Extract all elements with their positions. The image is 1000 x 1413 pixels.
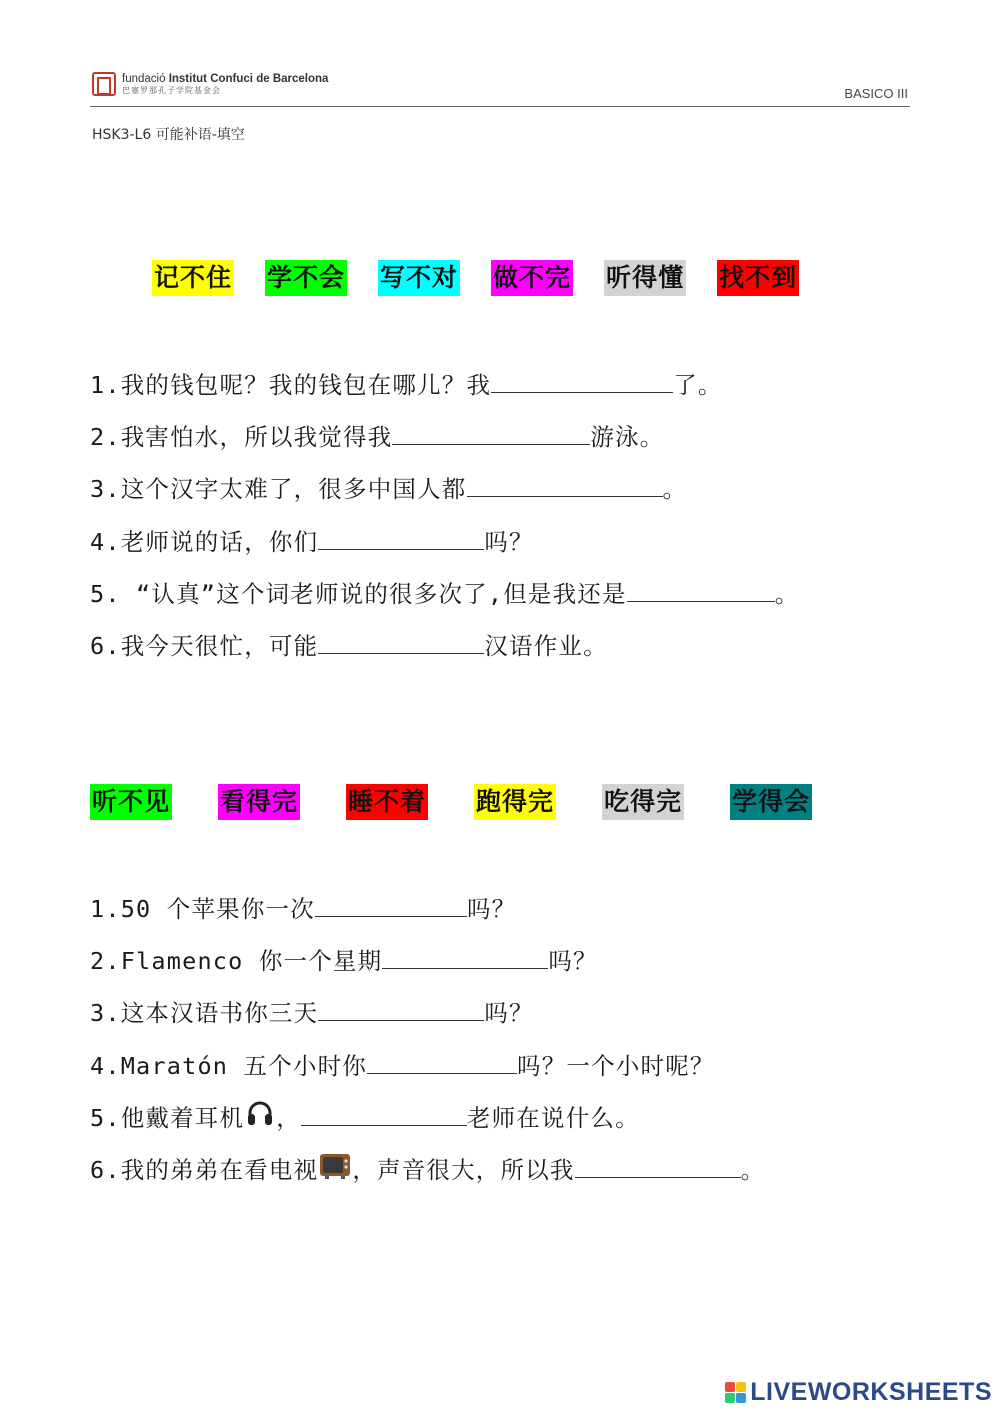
answer-blank[interactable] <box>491 364 673 393</box>
answer-blank[interactable] <box>627 573 775 602</box>
headphones-icon <box>245 1098 275 1140</box>
question-text-end: 。 <box>740 1155 766 1184</box>
question-item <box>90 521 799 573</box>
question-number: 2. <box>90 947 121 976</box>
question-number: 4. <box>90 527 121 556</box>
word-chip[interactable]: 学不会 <box>265 260 347 296</box>
question-text: 他戴着耳机 <box>120 1103 245 1132</box>
worksheet-subtitle: HSK3-L6 可能补语-填空 <box>92 127 245 143</box>
word-chip[interactable]: 找不到 <box>717 260 799 296</box>
question-text: 老师说的话，你们 <box>120 527 319 556</box>
word-chip[interactable]: 跑得完 <box>474 784 556 820</box>
org-name-cn: 巴塞罗那孔子学院基金会 <box>122 86 221 96</box>
question-number: 3. <box>90 475 121 504</box>
question-text-end: 。 <box>662 475 688 504</box>
question-text-end: 吗？ <box>466 895 517 923</box>
question-text-end: 汉语作业。 <box>484 631 608 660</box>
question-text: 这个汉字太难了，很多中国人都 <box>120 475 467 504</box>
question-item <box>90 1045 765 1097</box>
word-chip[interactable]: 学得会 <box>730 784 812 820</box>
org-name <box>122 73 328 86</box>
answer-blank[interactable] <box>318 521 484 550</box>
answer-blank[interactable] <box>301 1097 467 1126</box>
question-number: 5. <box>90 1103 121 1132</box>
liveworksheets-mark-icon <box>725 1382 746 1403</box>
org-logo <box>92 72 328 96</box>
word-chip[interactable]: 吃得完 <box>602 784 684 820</box>
brand-square-icon <box>736 1382 746 1392</box>
answer-blank[interactable] <box>318 625 484 654</box>
answer-blank[interactable] <box>392 416 590 445</box>
word-bank-1 <box>152 260 799 296</box>
question-text-end: 老师在说什么。 <box>466 1103 640 1132</box>
word-chip[interactable]: 听得懂 <box>604 260 686 296</box>
header-divider <box>90 106 910 107</box>
question-number: 4. <box>90 1051 121 1080</box>
answer-blank[interactable] <box>318 992 484 1021</box>
brand-square-icon <box>725 1382 735 1392</box>
question-number: 6. <box>90 631 121 660</box>
question-item <box>90 1149 765 1201</box>
org-name-main: Institut Confuci de Barcelona <box>168 72 329 85</box>
answer-blank[interactable] <box>575 1149 741 1178</box>
television-icon <box>319 1150 351 1192</box>
answer-blank[interactable] <box>367 1045 517 1074</box>
confucius-institute-logo-icon <box>92 72 116 96</box>
question-list-1 <box>90 364 799 677</box>
question-number: 6. <box>90 1155 121 1184</box>
question-text: 我的弟弟在看电视 <box>120 1155 319 1184</box>
brand-square-icon <box>736 1393 746 1403</box>
question-text: “认真”这个词老师说的很多次了,但是我还是 <box>120 579 627 608</box>
question-text-end: 了。 <box>673 371 723 399</box>
question-item <box>90 573 799 625</box>
question-number: 2. <box>90 423 121 452</box>
question-text: 我害怕水，所以我觉得我 <box>120 423 393 452</box>
question-text: 这本汉语书你三天 <box>120 999 319 1028</box>
question-text-end: 吗？ <box>548 947 598 976</box>
question-item <box>90 1097 765 1149</box>
question-text-end: 游泳。 <box>590 423 665 452</box>
word-chip[interactable]: 听不见 <box>90 784 172 820</box>
question-item <box>90 625 799 677</box>
answer-blank[interactable] <box>382 940 548 969</box>
question-text: 我的钱包呢？我的钱包在哪儿？我 <box>120 371 492 399</box>
question-number: 1. <box>90 371 121 399</box>
liveworksheets-logo[interactable] <box>725 1378 992 1407</box>
question-text: 50 个苹果你一次 <box>120 895 315 923</box>
question-item <box>90 416 799 468</box>
brand-square-icon <box>725 1393 735 1403</box>
question-text-end: 吗？ <box>484 527 534 556</box>
question-item <box>90 992 765 1044</box>
question-number: 5. <box>90 579 121 608</box>
answer-blank[interactable] <box>315 888 467 917</box>
word-chip[interactable]: 写不对 <box>378 260 460 296</box>
question-number: 3. <box>90 999 121 1028</box>
question-text: 我今天很忙，可能 <box>120 631 319 660</box>
word-chip[interactable]: 看得完 <box>218 784 300 820</box>
word-chip[interactable]: 睡不着 <box>346 784 428 820</box>
course-level: BASICO III <box>844 86 908 101</box>
question-item <box>90 888 765 940</box>
org-name-prefix: fundació <box>122 72 166 85</box>
word-chip[interactable]: 记不住 <box>152 260 234 296</box>
question-text-end: 吗？ <box>484 999 534 1028</box>
question-text-mid: ，声音很大，所以我 <box>352 1155 575 1184</box>
answer-blank[interactable] <box>467 468 663 497</box>
question-item <box>90 468 799 520</box>
question-text: Maratón 五个小时你 <box>120 1051 367 1080</box>
question-text-end: 吗？一个小时呢？ <box>517 1051 715 1080</box>
liveworksheets-wordmark: LIVEWORKSHEETS <box>750 1378 992 1406</box>
question-item <box>90 364 799 416</box>
question-text-end: 。 <box>774 579 800 608</box>
question-item <box>90 940 765 992</box>
word-bank-2 <box>90 784 812 820</box>
question-number: 1. <box>90 895 121 923</box>
question-text: Flamenco 你一个星期 <box>120 947 383 976</box>
question-text-mid: ， <box>276 1103 301 1132</box>
question-list-2 <box>90 888 765 1201</box>
word-chip[interactable]: 做不完 <box>491 260 573 296</box>
